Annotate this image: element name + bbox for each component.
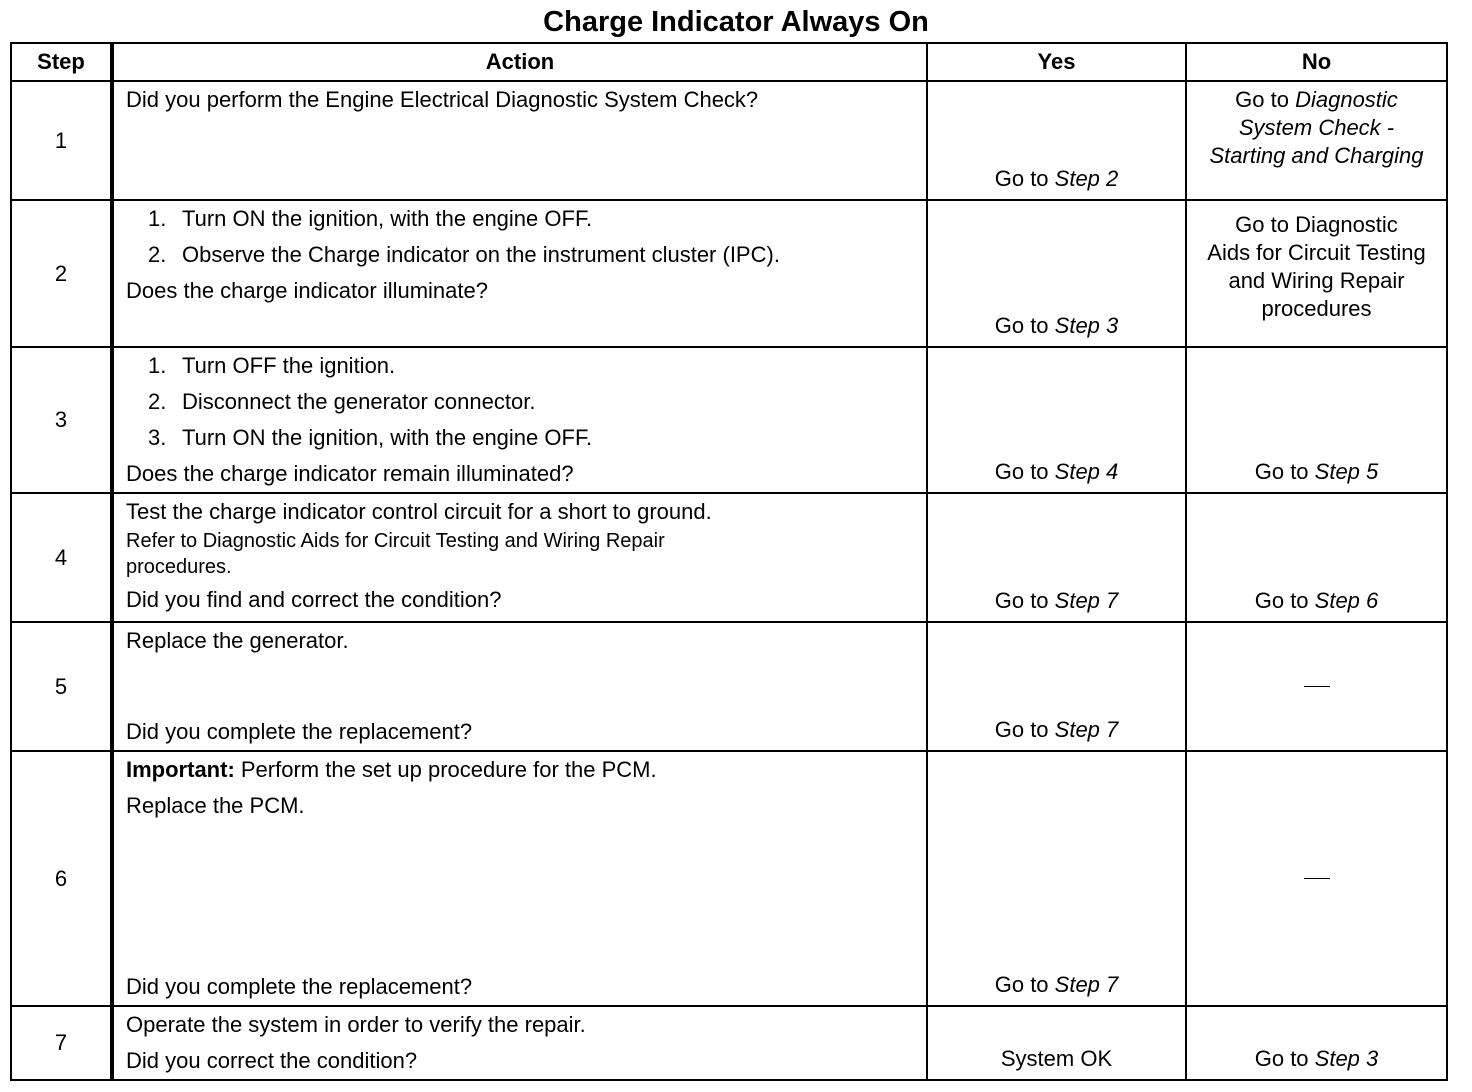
question-text: Did you correct the condition? <box>126 1048 418 1073</box>
header-step: Step <box>11 43 112 81</box>
step-number: 4 <box>11 493 112 622</box>
important-label: Important: <box>126 757 235 782</box>
no-cell <box>1186 622 1447 751</box>
action-cell <box>112 751 927 1006</box>
yes-cell <box>927 493 1186 622</box>
no-line: procedures <box>1261 296 1372 321</box>
table-row <box>11 81 1447 200</box>
table-row <box>11 1006 1447 1080</box>
no-step-link[interactable]: Step 6 <box>1314 588 1379 613</box>
step-number: 5 <box>11 622 112 751</box>
step-number: 1 <box>11 81 112 200</box>
page-title: Charge Indicator Always On <box>543 6 929 38</box>
yes-step-link[interactable]: Step 2 <box>1054 166 1119 191</box>
yes-cell <box>927 751 1186 1006</box>
no-step-link[interactable]: Step 3 <box>1314 1046 1379 1071</box>
yes-step-link[interactable]: Step 7 <box>1054 972 1119 997</box>
no-prefix: Go to <box>1254 588 1315 613</box>
step-number: 6 <box>11 751 112 1006</box>
no-cell <box>1186 200 1447 347</box>
reference-note: Refer to Diagnostic Aids for Circuit Testing and Wiring Repair <box>126 530 665 552</box>
substep: 2. Observe the Charge indicator on the instrument cluster (IPC). <box>148 242 780 267</box>
question-text: Does the charge indicator illuminate? <box>126 278 488 303</box>
substep: 1. Turn ON the ignition, with the engine OFF. <box>148 206 593 231</box>
action-cell <box>112 1006 927 1080</box>
action-cell <box>112 200 927 347</box>
substep: 3. Turn ON the ignition, with the engine OFF. <box>148 425 593 450</box>
question-text: Did you complete the replacement? <box>126 719 473 744</box>
yes-cell <box>927 1006 1186 1080</box>
header-action: Action <box>112 43 927 81</box>
yes-prefix: Go to <box>994 459 1055 484</box>
step-number: 7 <box>11 1006 112 1080</box>
yes-step-link[interactable]: Step 7 <box>1054 717 1119 742</box>
action-text: Did you perform the Engine Electrical Diagnostic System Check? <box>126 87 759 112</box>
substep-text: Turn ON the ignition, with the engine OFF. <box>182 425 593 450</box>
step-number: 2 <box>11 200 112 347</box>
yes-cell <box>927 200 1186 347</box>
reference-note: procedures. <box>126 556 232 578</box>
action-text: Test the charge indicator control circuit for a short to ground. <box>126 499 712 524</box>
yes-step-link[interactable]: Step 4 <box>1054 459 1119 484</box>
action-text: Operate the system in order to verify the repair. <box>126 1012 586 1037</box>
not-applicable-dash <box>1304 878 1330 879</box>
substep-text: Turn OFF the ignition. <box>182 353 396 378</box>
table-row <box>11 751 1447 1006</box>
no-cell <box>1186 751 1447 1006</box>
no-cell <box>1186 81 1447 200</box>
action-cell <box>112 81 927 200</box>
yes-text: System OK <box>1000 1046 1113 1071</box>
no-prefix: Go to <box>1235 87 1296 112</box>
substep-text: Disconnect the generator connector. <box>182 389 536 414</box>
no-link-part-3[interactable]: Starting and Charging <box>1209 143 1424 168</box>
header-no: No <box>1186 43 1447 81</box>
no-prefix: Go to <box>1254 459 1315 484</box>
yes-cell <box>927 622 1186 751</box>
diagnostic-table <box>10 42 1448 1081</box>
substep-text: Observe the Charge indicator on the instrument cluster (IPC). <box>182 242 780 267</box>
not-applicable-dash <box>1304 686 1330 687</box>
no-step-link[interactable]: Step 5 <box>1314 459 1379 484</box>
no-link-part-2[interactable]: System Check - <box>1238 115 1395 140</box>
yes-prefix: Go to <box>994 588 1055 613</box>
question-text: Did you find and correct the condition? <box>126 587 502 612</box>
action-cell <box>112 622 927 751</box>
table-header-row <box>11 43 1447 81</box>
yes-prefix: Go to <box>994 166 1055 191</box>
substep-text: Turn ON the ignition, with the engine OFF. <box>182 206 593 231</box>
yes-cell <box>927 347 1186 493</box>
action-cell <box>112 493 927 622</box>
important-note <box>126 756 918 784</box>
no-line: Go to Diagnostic <box>1235 212 1398 237</box>
yes-step-link[interactable]: Step 7 <box>1054 588 1119 613</box>
step-number: 3 <box>11 347 112 493</box>
table-row <box>11 493 1447 622</box>
yes-cell <box>927 81 1186 200</box>
no-link-part-1[interactable]: Diagnostic <box>1295 87 1398 112</box>
no-line: Aids for Circuit Testing <box>1207 240 1426 265</box>
action-text: Replace the PCM. <box>126 793 305 818</box>
yes-prefix: Go to <box>994 717 1055 742</box>
header-yes: Yes <box>927 43 1186 81</box>
no-cell <box>1186 493 1447 622</box>
no-line: and Wiring Repair <box>1228 268 1405 293</box>
no-prefix: Go to <box>1254 1046 1315 1071</box>
action-text: Replace the generator. <box>126 628 349 653</box>
substep: 1. Turn OFF the ignition. <box>148 353 396 378</box>
no-cell <box>1186 347 1447 493</box>
table-row <box>11 347 1447 493</box>
yes-prefix: Go to <box>994 972 1055 997</box>
table-row <box>11 622 1447 751</box>
yes-step-link[interactable]: Step 3 <box>1054 313 1119 338</box>
question-text: Did you complete the replacement? <box>126 974 473 999</box>
question-text: Does the charge indicator remain illuminated? <box>126 461 574 486</box>
table-row <box>11 200 1447 347</box>
action-cell <box>112 347 927 493</box>
yes-prefix: Go to <box>994 313 1055 338</box>
substep: 2. Disconnect the generator connector. <box>148 389 536 414</box>
no-cell <box>1186 1006 1447 1080</box>
important-text: Perform the set up procedure for the PCM. <box>234 757 657 782</box>
